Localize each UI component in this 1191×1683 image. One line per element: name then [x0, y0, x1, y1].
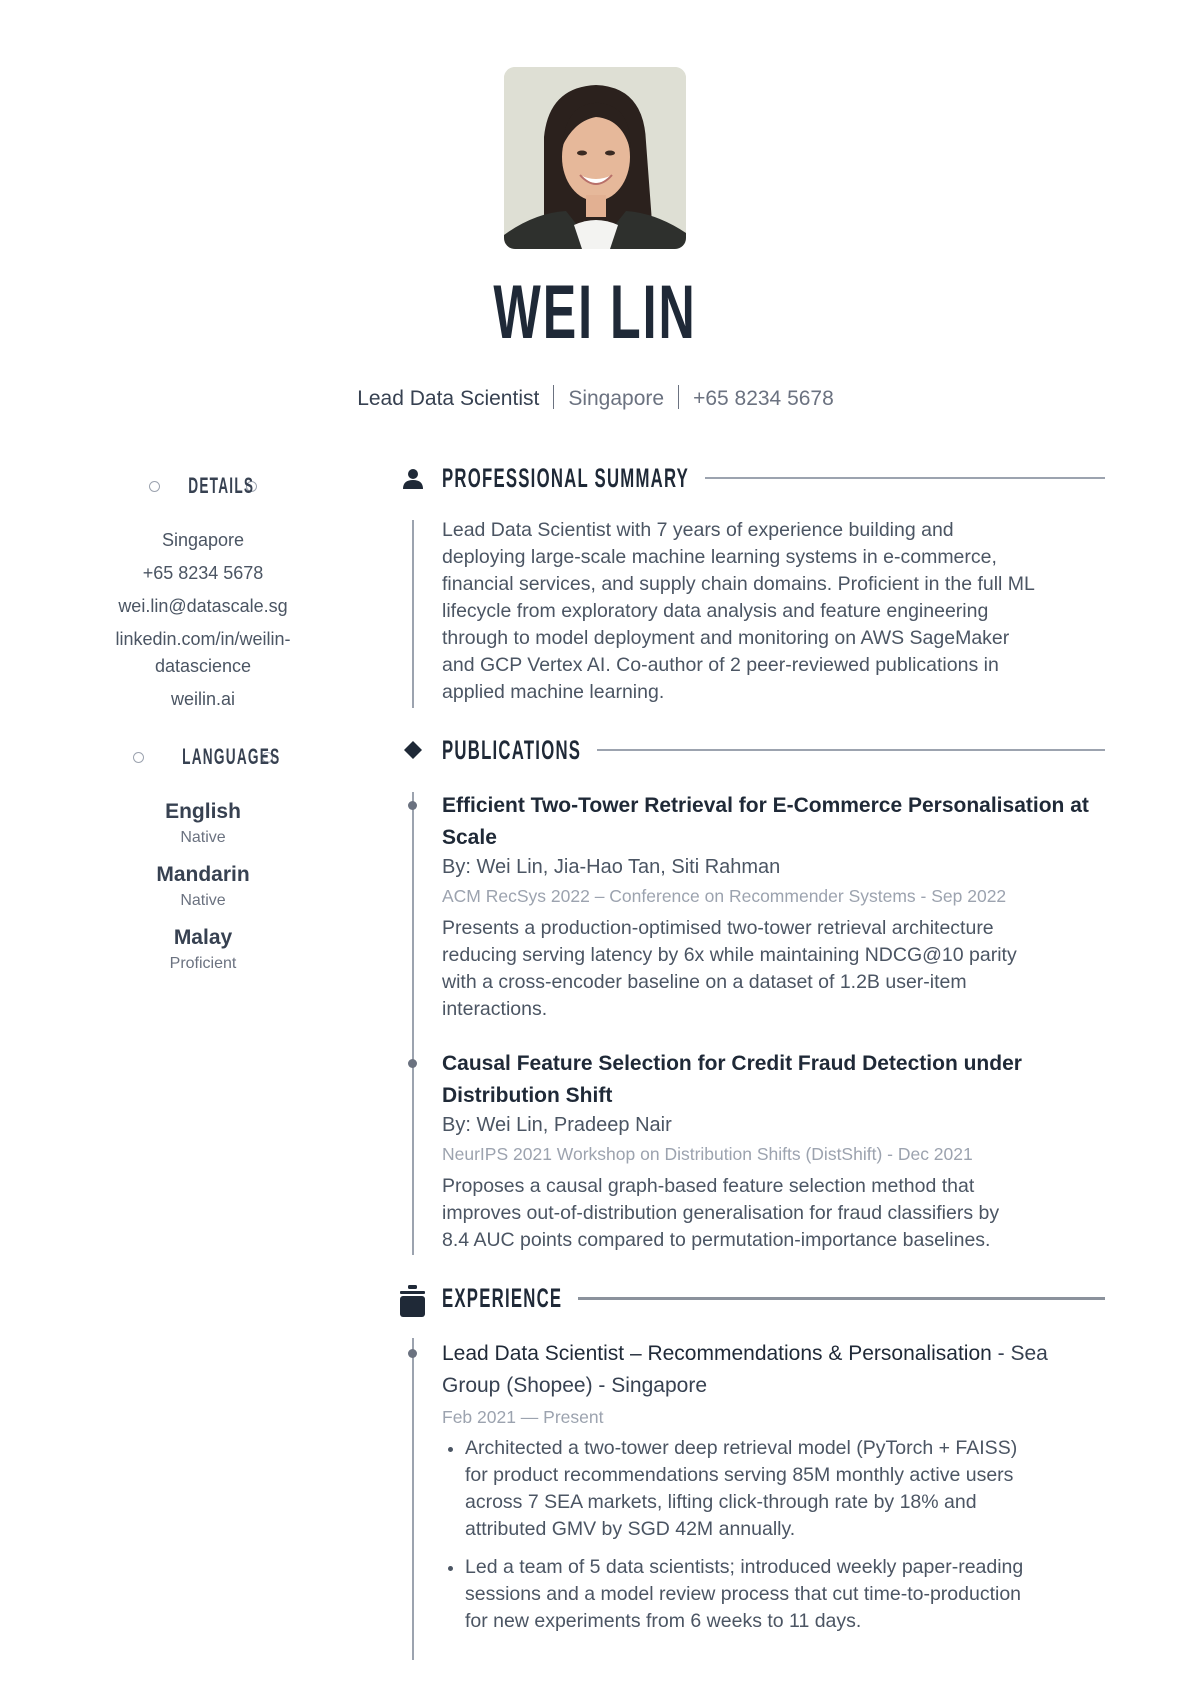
timeline-line	[412, 792, 414, 1255]
ring-left-icon	[133, 752, 144, 763]
candidate-name: WEI LIN	[493, 270, 698, 355]
job-title: Lead Data Scientist	[357, 387, 540, 410]
publication-title: Causal Feature Selection for Credit Fraud Detection under Distribution Shift	[442, 1052, 1022, 1107]
timeline-line	[412, 520, 414, 708]
job-heading	[442, 1338, 1107, 1402]
bullet-item: Led a team of 5 data scientists; introduced weekly paper-reading sessions and a model review process that cut time-to-production for new experiments from 6 weeks to 11 days.	[465, 1554, 1130, 1635]
publication-title: Efficient Two-Tower Retrieval for E-Commerce Personalisation at Scale	[442, 794, 1089, 849]
detail-linkedin-cont[interactable]: datascience	[154, 656, 252, 676]
language-level: Proficient	[169, 955, 237, 972]
ring-left-icon	[149, 481, 160, 492]
divider	[678, 385, 679, 409]
section-heading-publications: PUBLICATIONS	[442, 735, 582, 765]
timeline-line	[412, 1338, 414, 1660]
section-rule	[578, 1297, 1105, 1300]
details-heading: DETAILS	[90, 472, 316, 500]
language-name: Malay	[173, 926, 233, 949]
language-name: Mandarin	[156, 863, 250, 886]
detail-location: Singapore	[161, 530, 245, 550]
publication-description: Presents a production-optimised two-tower retrieval architecture reducing serving latency by 6x while maintaining NDCG@10 parity with a cross-encoder baseline on a dataset of 1.2B user-item interactions.	[442, 917, 1017, 1020]
publication-venue: NeurIPS 2021 Workshop on Distribution Shifts (DistShift) - Dec 2021	[442, 1144, 973, 1164]
timeline-dot	[408, 801, 417, 810]
timeline-dot	[408, 1059, 417, 1068]
portrait-image	[504, 67, 686, 249]
publication-authors: By: Wei Lin, Pradeep Nair	[442, 1114, 672, 1136]
job-dates: Feb 2021 — Present	[442, 1407, 604, 1427]
header-phone: +65 8234 5678	[693, 387, 834, 410]
summary-text: Lead Data Scientist with 7 years of experience building and deploying large-scale machine learning systems in e-commerce, financial services, and supply chain domains. Proficient in the full ML lifecycle from exploratory data analysis and feature engineering through to model deployment and monitoring on AWS SageMaker and GCP Vertex AI. Co-author of 2 peer-reviewed publications in applied machine learning.	[442, 519, 1035, 703]
language-name: English	[165, 800, 241, 823]
section-rule	[705, 477, 1105, 479]
languages-heading: LANGUAGES	[90, 743, 316, 771]
language-level: Native	[180, 892, 226, 909]
header-subtitle	[0, 384, 1191, 414]
detail-website[interactable]: weilin.ai	[170, 689, 236, 709]
job-company: - Sea	[991, 1342, 1048, 1365]
language-level: Native	[180, 829, 226, 846]
divider	[553, 385, 554, 409]
briefcase-icon	[399, 1283, 426, 1318]
job-bullets	[442, 1435, 1130, 1646]
detail-phone: +65 8234 5678	[142, 563, 264, 583]
bullet-item: Architected a two-tower deep retrieval model (PyTorch + FAISS) for product recommendations serving 85M monthly active users across 7 SEA markets, lifting click-through rate by 18% and attributed GMV by SGD 42M annually.	[465, 1435, 1130, 1543]
detail-email[interactable]: wei.lin@datascale.sg	[118, 596, 288, 616]
job-role: Lead Data Scientist – Recommendations & Personalisation	[442, 1342, 992, 1365]
section-heading-summary: PROFESSIONAL SUMMARY	[442, 463, 690, 493]
publication-description: Proposes a causal graph-based feature selection method that improves out-of-distribution generalisation for fraud classifiers by 8.4 AUC points compared to permutation-importance baselines.	[442, 1175, 1000, 1251]
publication-venue: ACM RecSys 2022 – Conference on Recommender Systems - Sep 2022	[442, 886, 1007, 906]
timeline-dot	[408, 1349, 417, 1358]
job-company-cont: Group (Shopee) - Singapore	[442, 1374, 707, 1397]
publication-authors: By: Wei Lin, Jia-Hao Tan, Siti Rahman	[442, 856, 781, 878]
detail-linkedin[interactable]: linkedin.com/in/weilin-	[115, 629, 291, 649]
profile-photo	[504, 67, 686, 249]
diamond-icon	[403, 740, 423, 760]
person-icon	[402, 468, 424, 490]
header-location: Singapore	[568, 387, 665, 410]
section-rule	[597, 749, 1105, 751]
section-heading-experience: EXPERIENCE	[442, 1283, 563, 1313]
